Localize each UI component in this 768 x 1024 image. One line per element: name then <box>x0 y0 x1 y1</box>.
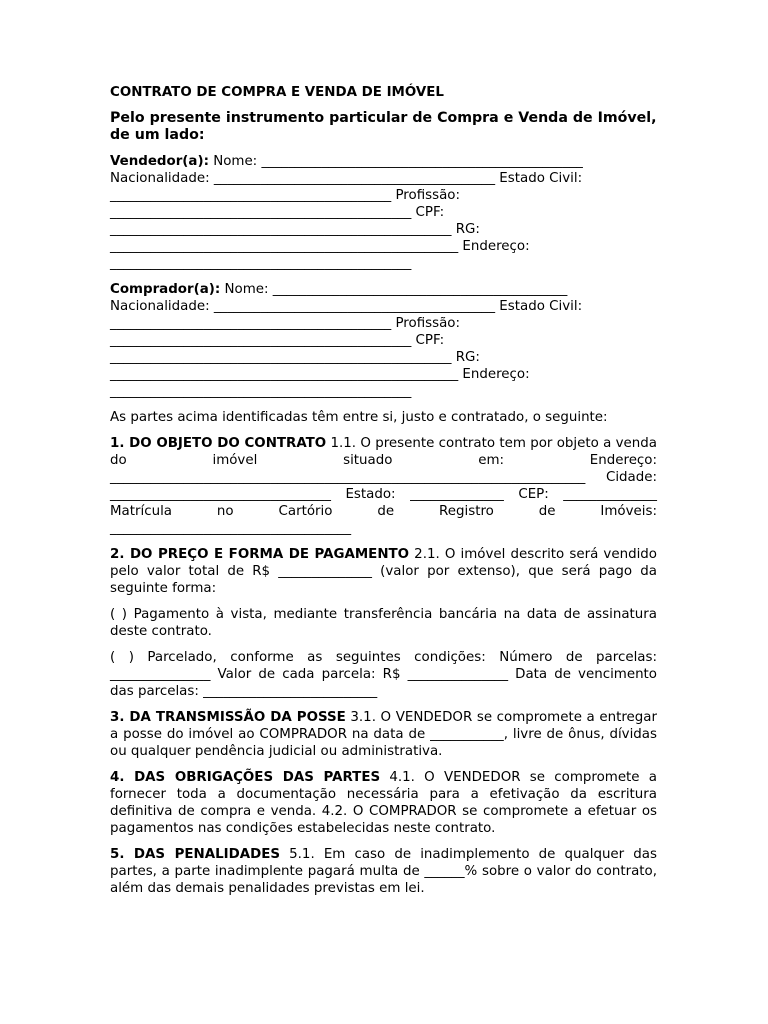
section-body: 5.1. Em caso de inadimplemento de qualquer das partes, a parte inadimplente pagará multa de ______% sobre o valor do contrato, além das demais penalidades previstas em lei. <box>110 847 657 896</box>
section-body: 1.1. O presente contrato tem por objeto a venda do imóvel situado em: Endereço: _______________________________________________________________________ Cidade: _________________________________ Estado: ______________ CEP: ______________ Matrícula no Cartório de Registro de Imóveis: ____________________________________ <box>110 436 657 536</box>
section-heading: 1. DO OBJETO DO CONTRATO <box>110 436 327 451</box>
contract-document <box>110 84 657 906</box>
buyer-fields: Nome: ____________________________________________ Nacionalidade: __________________________________________ Estado Civil: __________________________________________ Profissão: _____________________________________________ CPF: ___________________________________________________ RG: ____________________________________________________ Endereço: _____________________________________________ <box>110 282 583 399</box>
seller-label: Vendedor(a): <box>110 154 209 169</box>
section-body: 3.1. O VENDEDOR se compromete a entregar a posse do imóvel ao COMPRADOR na data de ___________, livre de ônus, dívidas ou qualquer pendência judicial ou administrativa. <box>110 710 657 759</box>
document-title: CONTRATO DE COMPRA E VENDA DE IMÓVEL <box>110 85 444 100</box>
section-heading: 4. DAS OBRIGAÇÕES DAS PARTES <box>110 770 381 785</box>
section-heading: 5. DAS PENALIDADES <box>110 847 281 862</box>
document-intro: Pelo presente instrumento particular de Compra e Venda de Imóvel, de um lado: <box>110 110 657 143</box>
section-price <box>110 546 657 597</box>
seller-block <box>110 153 657 272</box>
section-penalties <box>110 846 657 897</box>
section-heading: 3. DA TRANSMISSÃO DA POSSE <box>110 710 346 725</box>
buyer-block <box>110 281 657 400</box>
parties-statement: As partes acima identificadas têm entre si, justo e contratado, o seguinte: <box>110 410 608 425</box>
section-body: 2.1. O imóvel descrito será vendido pelo valor total de R$ ______________ (valor por extenso), que será pago da seguinte forma: <box>110 547 657 596</box>
section-obligations <box>110 769 657 837</box>
payment-option-cash: ( ) Pagamento à vista, mediante transferência bancária na data de assinatura deste contrato. <box>110 607 657 639</box>
section-possession <box>110 709 657 760</box>
seller-fields: Nome: ________________________________________________ Nacionalidade: __________________________________________ Estado Civil: __________________________________________ Profissão: _____________________________________________ CPF: ___________________________________________________ RG: ____________________________________________________ Endereço: _____________________________________________ <box>110 154 583 271</box>
section-heading: 2. DO PREÇO E FORMA DE PAGAMENTO <box>110 547 410 562</box>
section-body: 4.1. O VENDEDOR se compromete a fornecer toda a documentação necessária para a efetivação da escritura definitiva de compra e venda. 4.2. O COMPRADOR se compromete a efetuar os pagamentos nas condições estabelecidas neste contrato. <box>110 770 658 836</box>
buyer-label: Comprador(a): <box>110 282 221 297</box>
section-object <box>110 435 657 537</box>
payment-option-installments: ( ) Parcelado, conforme as seguintes condições: Número de parcelas: _______________ Valor de cada parcela: R$ _______________ Data de vencimento das parcelas: __________________________ <box>110 650 657 699</box>
